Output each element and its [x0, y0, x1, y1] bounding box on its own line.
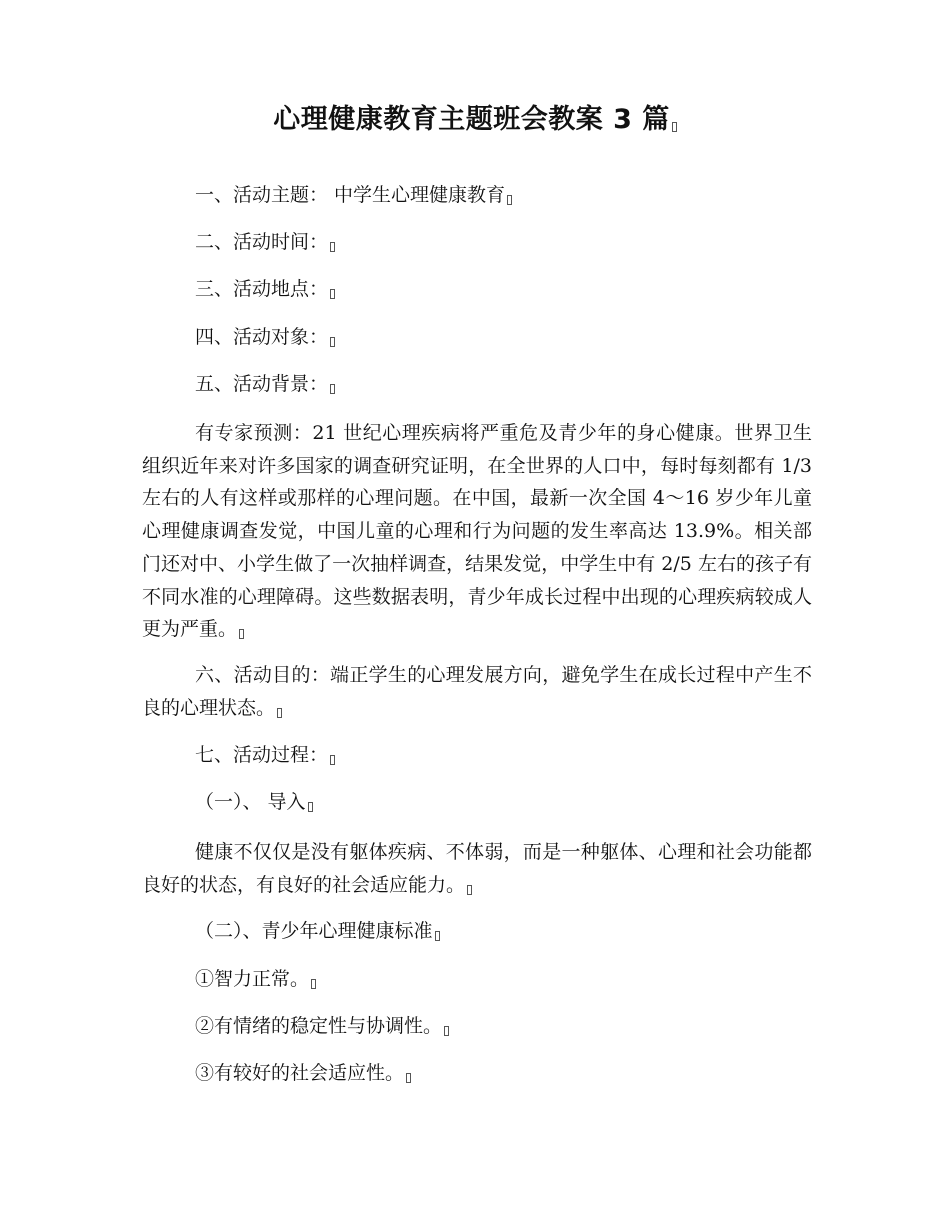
- paragraph-mark-icon: [308, 802, 313, 812]
- paragraph-mark-icon: [435, 931, 440, 941]
- paragraph-mark-icon: [672, 122, 677, 132]
- activity-theme-line: 一、活动主题： 中学生心理健康教育: [195, 181, 512, 209]
- paragraph-mark-icon: [406, 1073, 411, 1083]
- intro-heading: （一）、 导入: [195, 788, 313, 816]
- standard-heading: （二）、青少年心理健康标准: [195, 917, 440, 945]
- document-title: 心理健康教育主题班会教案 3 篇: [0, 100, 950, 140]
- paragraph-mark-icon: [330, 289, 335, 299]
- paragraph-mark-icon: [507, 195, 512, 205]
- paragraph-mark-icon: [239, 629, 244, 639]
- process-line: 七、活动过程：: [195, 741, 335, 769]
- paragraph-mark-icon: [444, 1026, 449, 1036]
- paragraph-mark-icon: [330, 242, 335, 252]
- paragraph-mark-icon: [330, 755, 335, 765]
- standard-item: ②有情绪的稳定性与协调性。: [195, 1012, 449, 1040]
- standard-item: ③有较好的社会适应性。: [195, 1059, 411, 1087]
- purpose-paragraph: 六、活动目的：端正学生的心理发展方向，避免学生在成长过程中产生不良的心理状态。: [142, 664, 812, 719]
- intro-paragraph: 健康不仅仅是没有躯体疾病、不体弱，而是一种躯体、心理和社会功能都良好的状态，有良好的社会适应能力。: [142, 841, 812, 896]
- paragraph-mark-icon: [467, 885, 472, 895]
- paragraph-mark-icon: [330, 384, 335, 394]
- activity-place-line: 三、活动地点：: [195, 275, 335, 303]
- standard-item: ①智力正常。: [195, 965, 316, 993]
- paragraph-mark-icon: [330, 337, 335, 347]
- activity-background-line: 五、活动背景：: [195, 370, 335, 398]
- activity-audience-line: 四、活动对象：: [195, 323, 335, 351]
- paragraph-mark-icon: [277, 708, 282, 718]
- activity-time-line: 二、活动时间：: [195, 228, 335, 256]
- background-paragraph: 有专家预测：21 世纪心理疾病将严重危及青少年的身心健康。世界卫生组织近年来对许多国家的调查研究证明，在全世界的人口中，每时每刻都有 1/3 左右的人有这样或那样的心理问题。在中国，最新一次全国 4～16 岁少年儿童心理健康调查发觉，中国儿童的心理和行为问题的发生率高达 13.9%。相关部门还对中、小学生做了一次抽样调查，结果发觉，中学生中有 2/5 左右的孩子有不同水准的心理障碍。这些数据表明，青少年成长过程中出现的心理疾病较成人更为严重。: [142, 422, 812, 641]
- paragraph-mark-icon: [311, 979, 316, 989]
